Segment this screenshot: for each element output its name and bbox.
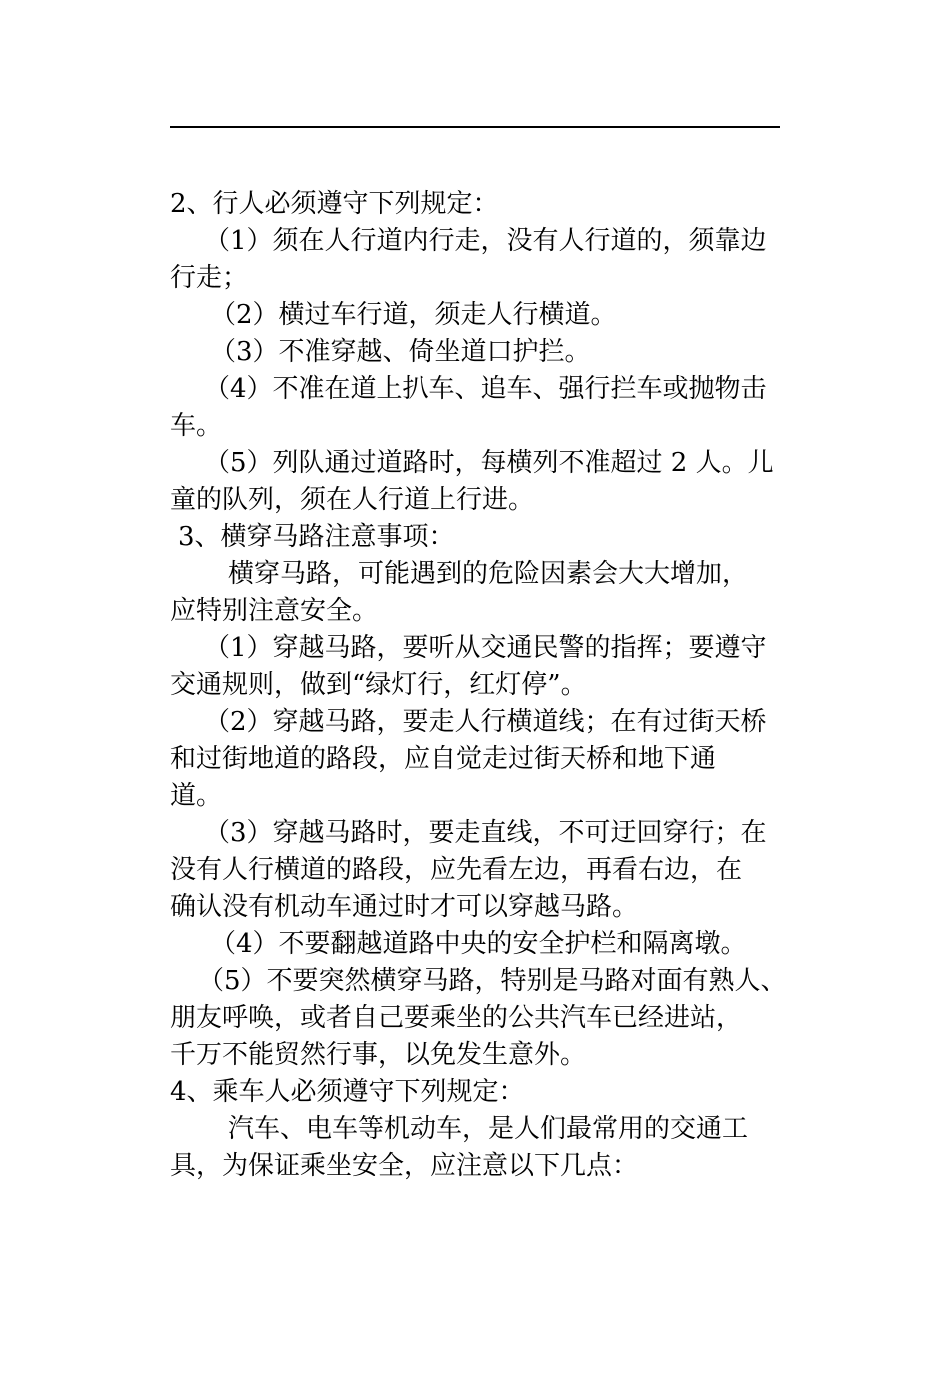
text-line: 应特别注意安全。 [170,596,379,626]
text-line: 童的队列，须在人行道上行进。 [170,485,535,515]
text-line: （5）不要突然横穿马路，特别是马路对面有熟人、 [198,966,787,996]
text-line: 道。 [170,781,223,811]
text-line: 车。 [170,411,223,441]
text-line: 千万不能贸然行事，以免发生意外。 [170,1040,587,1070]
section-heading-3: 3、横穿马路注意事项： [178,522,455,552]
text-line: （2）穿越马路，要走人行横道线；在有过街天桥 [204,707,767,737]
text-line: （1）穿越马路，要听从交通民警的指挥；要遵守 [204,633,767,663]
text-line: 和过街地道的路段，应自觉走过街天桥和地下通 [170,744,717,774]
document-body [170,186,810,1185]
text-line: （5）列队通过道路时，每横列不准超过 2 人。儿 [204,448,774,478]
text-line: （3）不准穿越、倚坐道口护拦。 [210,337,591,367]
text-line: 确认没有机动车通过时才可以穿越马路。 [170,892,639,922]
text-line: 朋友呼唤，或者自己要乘坐的公共汽车已经进站， [170,1003,743,1033]
text-line: 横穿马路，可能遇到的危险因素会大大增加， [228,559,749,589]
text-line: （4）不准在道上扒车、追车、强行拦车或抛物击 [204,374,767,404]
text-line: 交通规则，做到“绿灯行，红灯停”。 [170,670,587,700]
section-heading-2: 2、行人必须遵守下列规定： [170,189,499,219]
text-line: （3）穿越马路时，要走直线，不可迂回穿行；在 [204,818,767,848]
text-line: （4）不要翻越道路中央的安全护栏和隔离墩。 [210,929,747,959]
text-line: 没有人行横道的路段，应先看左边，再看右边，在 [170,855,743,885]
text-line: 汽车、电车等机动车，是人们最常用的交通工 [228,1114,749,1144]
text-line: （2）横过车行道，须走人行横道。 [210,300,617,330]
text-line: 行走； [170,263,249,293]
section-heading-4: 4、乘车人必须遵守下列规定： [170,1077,525,1107]
text-line: 具，为保证乘坐安全，应注意以下几点： [170,1151,639,1181]
text-line: （1）须在人行道内行走，没有人行道的，须靠边 [204,226,767,256]
header-rule [170,126,780,128]
